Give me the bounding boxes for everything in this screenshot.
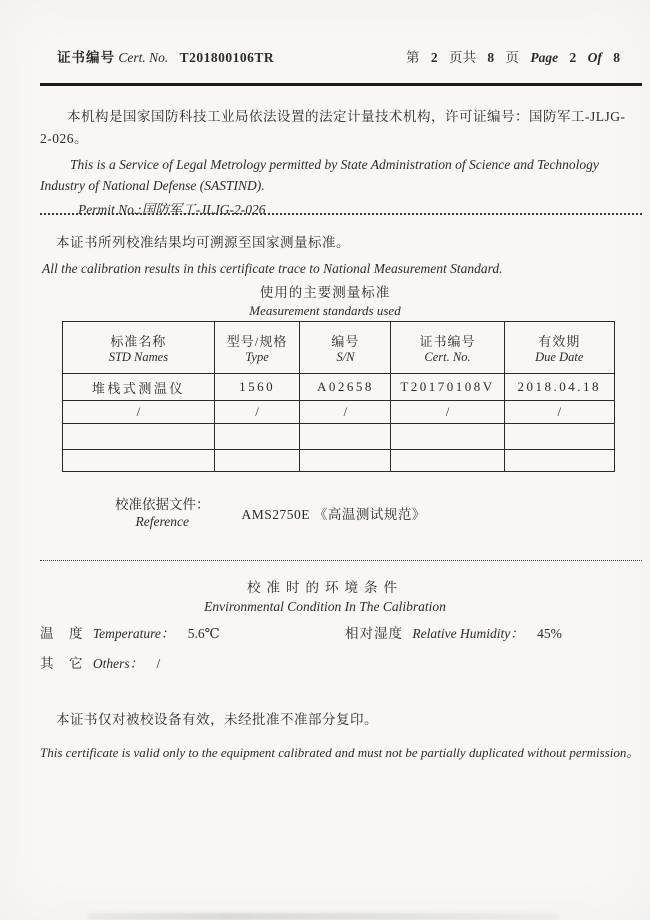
temperature-label-zh: 温 度 [40, 626, 84, 641]
page-prefix-zh: 第 [406, 50, 420, 65]
col4-label-en: Due Date [535, 349, 584, 364]
col1-label-zh: 型号/规格 [226, 333, 288, 349]
standards-table-title [0, 281, 650, 319]
cell-due-date: 2018.04.18 [504, 374, 614, 401]
header-divider [40, 83, 642, 86]
cert-no-value: T201800106TR [179, 50, 275, 65]
cell-serial [300, 450, 391, 472]
standards-table [62, 321, 615, 472]
page-header [57, 46, 624, 66]
col2-label-en: S/N [336, 349, 355, 364]
page-mid-zh: 页共 [449, 50, 476, 65]
cell-std-name [63, 450, 215, 472]
authorization-text-zh: 本机构是国家国防科技工业局依法设置的法定计量技术机构，许可证编号：国防军工-JLJG-2-026。 [40, 109, 626, 146]
environment-divider [40, 560, 642, 561]
traceability-text-en: All the calibration results in this certificate trace to National Measurement Standard. [42, 261, 503, 276]
cell-type: / [214, 401, 300, 424]
column-header-type [214, 322, 300, 374]
traceability-text-zh: 本证书所列校准结果均可溯源至国家测量标准。 [56, 235, 350, 250]
reference-label-en: Reference [135, 514, 189, 529]
standards-title-zh: 使用的主要测量标准 [259, 285, 391, 300]
page-suffix-zh: 页 [505, 50, 519, 65]
cell-std-name: 堆栈式测温仪 [63, 374, 215, 401]
col2-label-zh: 编号 [331, 333, 360, 349]
reference-label [115, 496, 210, 530]
humidity-value: 45% [537, 626, 562, 641]
page-total-zh: 8 [487, 50, 495, 65]
authorization-section [40, 106, 630, 221]
cert-no-label-zh: 证书编号 [57, 50, 115, 65]
col4-label-zh: 有效期 [538, 333, 581, 349]
cell-std-name [63, 424, 215, 450]
col1-label-en: Type [245, 349, 269, 364]
cell-serial [300, 424, 391, 450]
cell-cert-no [391, 424, 504, 450]
cell-due-date [504, 424, 614, 450]
page-indicator [402, 46, 624, 66]
cell-type [214, 450, 300, 472]
permit-number-line: Permit No.:国防军工-JLJG-2-026 [78, 202, 266, 217]
cell-serial: A02658 [300, 374, 391, 401]
scan-artifact [88, 913, 558, 920]
col3-label-zh: 证书编号 [419, 333, 476, 349]
dotted-divider [40, 213, 642, 215]
humidity-label-en: Relative Humidity： [412, 626, 524, 641]
table-row [63, 401, 615, 424]
others-value: / [156, 656, 161, 671]
temperature-label-en: Temperature： [92, 626, 175, 641]
cell-std-name: / [63, 401, 215, 424]
environment-title [0, 576, 650, 615]
cell-cert-no: / [391, 401, 504, 424]
cell-serial: / [300, 401, 391, 424]
temperature-humidity-row [40, 622, 620, 642]
page-total-en: 8 [613, 50, 620, 65]
cell-due-date: / [504, 401, 614, 424]
cell-cert-no [391, 450, 504, 472]
validity-note-en: This certificate is valid only to the equipment calibrated and must not be partially duplicated without permission。 [40, 745, 640, 760]
table-row [63, 450, 615, 472]
page-current-en: 2 [569, 50, 577, 65]
cell-cert-no: T20170108V [391, 374, 504, 401]
cell-due-date [504, 450, 614, 472]
table-header-row [63, 322, 615, 374]
others-label-en: Others： [92, 656, 144, 671]
cert-no-label-en: Cert. No. [118, 50, 169, 65]
column-header-serial [300, 322, 391, 374]
others-row [40, 652, 620, 672]
table-row [63, 424, 615, 450]
page-of-en: Of [587, 50, 602, 65]
col0-label-zh: 标准名称 [110, 333, 167, 349]
temperature-value: 5.6℃ [187, 626, 220, 641]
reference-label-zh: 校准依据文件： [115, 497, 210, 512]
environment-title-zh: 校准时的环境条件 [247, 580, 403, 595]
cell-type [214, 424, 300, 450]
environment-title-en: Environmental Condition In The Calibration [204, 599, 446, 614]
humidity-group [345, 622, 562, 642]
authorization-text-en: This is a Service of Legal Metrology permitted by State Administration of Science and Technology Industry of National Defense (SASTIND). [40, 157, 599, 193]
reference-section [115, 496, 426, 530]
reference-value: AMS2750E 《高温测试规范》 [241, 507, 426, 522]
cell-type: 1560 [214, 374, 300, 401]
others-label-zh: 其 它 [40, 656, 84, 671]
col0-label-en: STD Names [108, 349, 169, 364]
standards-title-en: Measurement standards used [249, 303, 401, 318]
column-header-std-names [63, 322, 215, 374]
page-current-zh: 2 [430, 50, 438, 65]
validity-note-zh: 本证书仅对被校设备有效，未经批准不准部分复印。 [56, 712, 378, 727]
column-header-cert-no [391, 322, 504, 374]
table-row [63, 374, 615, 401]
page-label-en: Page [530, 50, 559, 65]
col3-label-en: Cert. No. [424, 349, 471, 364]
traceability-section [40, 231, 630, 277]
humidity-label-zh: 相对湿度 [345, 626, 403, 641]
column-header-due-date [504, 322, 614, 374]
cert-number-group [57, 46, 274, 66]
